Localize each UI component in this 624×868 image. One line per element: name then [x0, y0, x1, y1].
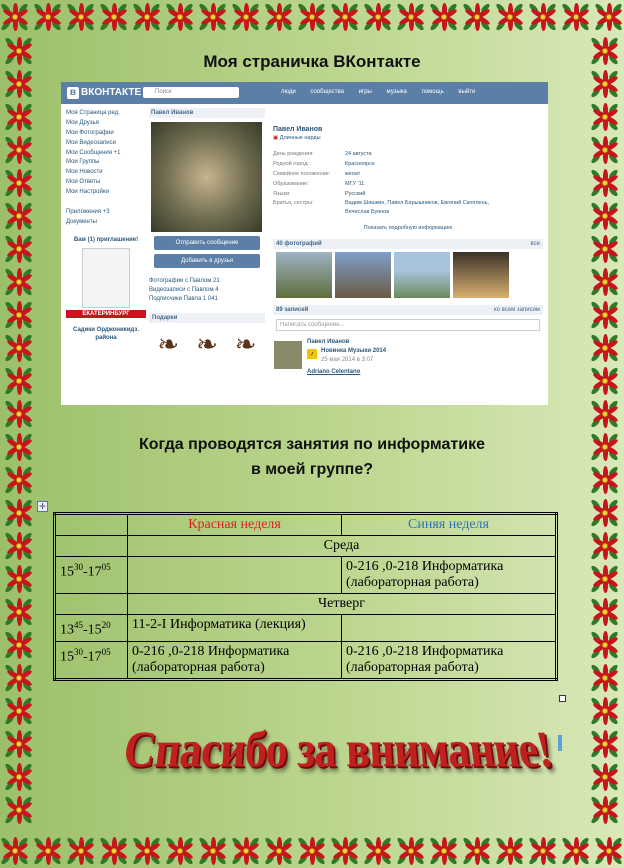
ribbon-gift-icon[interactable]: ❧ — [157, 329, 180, 359]
poinsettia-icon — [330, 836, 360, 866]
profile-name: Павел Иванов — [273, 126, 323, 133]
poinsettia-icon — [297, 2, 327, 32]
poinsettia-icon — [0, 2, 30, 32]
poinsettia-icon — [4, 597, 34, 627]
poinsettia-icon — [66, 2, 96, 32]
photo-thumbnails — [273, 249, 543, 301]
poinsettia-icon — [495, 2, 525, 32]
poinsettia-icon — [4, 267, 34, 297]
table-row — [55, 641, 557, 679]
photos-all-link[interactable]: все — [530, 241, 540, 247]
poinsettia-icon — [4, 498, 34, 528]
wall-all-link[interactable]: ко всем записям — [493, 307, 540, 313]
app-link[interactable] — [273, 135, 543, 141]
info-value[interactable]: Вадим Шишкин, Павел Барышников, Евгений Скоплень, Вячеслав Буянов — [345, 200, 490, 215]
blue-week-cell — [342, 615, 557, 642]
sidebar-item[interactable]: Мои Группы — [66, 159, 100, 166]
page-heading: Моя страничка ВКонтакте — [203, 52, 421, 71]
sidebar-item[interactable]: Мои Фотографии — [66, 129, 114, 136]
time-cell — [55, 641, 128, 679]
time-start: 13 — [60, 622, 74, 638]
photo-thumb[interactable] — [276, 252, 332, 298]
vk-screenshot — [61, 82, 548, 405]
table-row — [55, 615, 557, 642]
poinsettia-icon — [396, 2, 426, 32]
poinsettia-icon — [590, 762, 620, 792]
topnav-item[interactable]: музыка — [386, 89, 407, 95]
poinsettia-icon — [590, 663, 620, 693]
sidebar-item[interactable]: Мои Видеозаписи — [66, 139, 116, 146]
poinsettia-icon — [4, 795, 34, 825]
sidebar-item[interactable]: Мои Настройки — [66, 189, 109, 196]
poinsettia-icon — [528, 836, 558, 866]
poinsettia-icon — [4, 366, 34, 396]
red-week-cell: 0-216 ,0-218 Информатика (лабораторная работа) — [128, 641, 342, 679]
poinsettia-icon — [590, 168, 620, 198]
time-start-min: 30 — [74, 646, 83, 657]
info-value[interactable]: Красноярск — [345, 161, 375, 167]
poinsettia-icon — [198, 836, 228, 866]
poinsettia-icon — [4, 300, 34, 330]
question-line-1: Когда проводятся занятия по информатике — [139, 436, 485, 453]
poinsettia-icon — [4, 564, 34, 594]
profile-link[interactable]: Видеозаписи с Павлом 4 — [149, 287, 219, 293]
vk-topnav — [281, 89, 488, 95]
time-end-min: 05 — [101, 562, 111, 572]
vk-sidebar — [66, 109, 146, 342]
topnav-item[interactable]: помощь — [421, 89, 444, 95]
poinsettia-icon — [330, 2, 360, 32]
photo-thumb[interactable] — [335, 252, 391, 298]
sidebar-item[interactable]: Приложения +3 — [66, 208, 110, 215]
wall-post — [273, 337, 543, 377]
profile-links — [149, 278, 265, 305]
info-value[interactable]: 24 августа — [345, 151, 372, 157]
info-key: Образование: — [273, 181, 309, 187]
blue-week-cell: 0-216 ,0-218 Информатика (лабораторная работа) — [342, 557, 557, 594]
time-start-min: 45 — [74, 620, 83, 630]
sidebar-item[interactable]: Мои Сообщения +1 — [66, 149, 121, 156]
time-cell — [55, 615, 128, 642]
table-header-row — [55, 514, 557, 536]
poinsettia-icon — [33, 836, 63, 866]
sidebar-item[interactable]: Мои Друзья — [66, 119, 99, 126]
poinsettia-icon — [0, 836, 30, 866]
poinsettia-icon — [363, 836, 393, 866]
promo-text[interactable]: Вам (1) приглашение! — [73, 236, 139, 243]
header-empty-cell — [55, 514, 128, 536]
time-end: -15 — [83, 622, 102, 638]
info-key: Семейное положение: — [273, 171, 331, 177]
wall-post-input[interactable]: Написать сообщение... — [276, 319, 540, 331]
time-start: 15 — [60, 564, 74, 580]
poinsettia-icon — [590, 729, 620, 759]
poinsettia-icon — [132, 836, 162, 866]
schedule-table — [53, 512, 558, 681]
table-resize-handle[interactable] — [559, 695, 566, 702]
profile-photo[interactable] — [151, 122, 262, 232]
poinsettia-icon — [198, 2, 228, 32]
poinsettia-icon — [396, 836, 426, 866]
info-row — [273, 179, 543, 189]
time-start: 15 — [60, 649, 74, 665]
poinsettia-icon — [165, 836, 195, 866]
app-link-text: Длинные нарды — [279, 135, 321, 141]
topnav-item[interactable]: люди — [281, 89, 296, 95]
photos-header — [273, 239, 543, 249]
day-label: Среда — [128, 536, 557, 557]
sidebar-item[interactable]: Мои Новости — [66, 169, 103, 176]
poinsettia-icon — [590, 498, 620, 528]
poinsettia-icon — [297, 836, 327, 866]
poinsettia-icon — [4, 69, 34, 99]
poinsettia-icon — [561, 836, 591, 866]
vk-search-input[interactable]: Поиск — [143, 87, 239, 98]
sidebar-item[interactable]: Мои Ответы — [66, 179, 101, 186]
poinsettia-icon — [590, 696, 620, 726]
info-key: Языки: — [273, 191, 291, 197]
ribbon-gift-icon[interactable]: ❧ — [196, 329, 218, 359]
vk-profile-column — [149, 108, 265, 360]
poinsettia-icon — [264, 836, 294, 866]
show-more-link[interactable]: Показать подробную информацию — [363, 225, 453, 231]
post-title[interactable]: Новинка Музыки 2014 — [321, 348, 387, 354]
wall-header — [273, 305, 543, 315]
poinsettia-icon — [462, 2, 492, 32]
info-key: День рождения: — [273, 151, 314, 157]
poinsettia-icon — [462, 836, 492, 866]
sidebar-item[interactable]: Моя Страница ред. — [66, 110, 120, 116]
dice-icon: ▣ — [273, 135, 279, 141]
info-row — [273, 199, 543, 219]
poinsettia-icon — [590, 531, 620, 561]
closing-wordart: Спасибо за внимание! — [119, 721, 557, 779]
question-line-2: в моей группе? — [251, 461, 373, 478]
photo-thumb[interactable] — [453, 252, 509, 298]
vk-info-column — [273, 108, 543, 377]
gifts-header[interactable]: Подарки — [149, 313, 265, 323]
info-row — [273, 189, 543, 199]
vk-logo[interactable] — [67, 87, 141, 99]
day-label: Четверг — [128, 594, 557, 615]
poinsettia-icon — [590, 267, 620, 297]
poinsettia-icon — [4, 630, 34, 660]
poinsettia-icon — [4, 168, 34, 198]
day-spacer-cell — [55, 536, 128, 557]
time-end: -17 — [83, 649, 102, 665]
send-message-button[interactable]: Отправить сообщение — [154, 236, 260, 250]
poinsettia-icon — [429, 836, 459, 866]
profile-link[interactable]: Фотографии с Павлом 21 — [149, 278, 220, 284]
red-week-cell: 11-2-I Информатика (лекция) — [128, 615, 342, 642]
day-row — [55, 594, 557, 615]
photo-thumb[interactable] — [394, 252, 450, 298]
sidebar-item — [66, 198, 146, 208]
poinsettia-icon — [231, 2, 261, 32]
topnav-item[interactable]: сообщества — [310, 89, 344, 95]
poinsettia-icon — [590, 333, 620, 363]
poinsettia-icon — [590, 795, 620, 825]
promo-city: ЕКАТЕРИНБУРГ — [66, 310, 146, 318]
time-end-min: 05 — [101, 646, 111, 657]
poinsettia-icon — [4, 762, 34, 792]
poinsettia-icon — [4, 663, 34, 693]
add-friend-button[interactable]: Добавить в друзья — [154, 254, 260, 268]
poinsettia-icon — [594, 2, 624, 32]
day-row — [55, 536, 557, 557]
profile-link[interactable]: Подписчики Павла 1 041 — [149, 296, 218, 302]
info-key: Родной город: — [273, 161, 309, 167]
poinsettia-icon — [590, 300, 620, 330]
poinsettia-icon — [429, 2, 459, 32]
poinsettia-icon — [33, 2, 63, 32]
poinsettia-icon — [590, 102, 620, 132]
post-avatar[interactable] — [274, 341, 302, 369]
blue-week-cell: 0-216 ,0-218 Информатика (лабораторная работа) — [342, 641, 557, 679]
poinsettia-icon — [264, 2, 294, 32]
info-key: Братья, сестры: — [273, 200, 314, 206]
poinsettia-icon — [4, 531, 34, 561]
poinsettia-icon — [4, 102, 34, 132]
table-move-handle-icon[interactable]: ✛ — [37, 501, 48, 512]
poinsettia-icon — [590, 630, 620, 660]
info-value[interactable]: Русский — [345, 191, 366, 197]
poinsettia-icon — [590, 366, 620, 396]
poinsettia-icon — [4, 135, 34, 165]
poinsettia-icon — [528, 2, 558, 32]
poinsettia-icon — [590, 135, 620, 165]
time-end: -17 — [83, 564, 102, 580]
promo-image[interactable] — [82, 248, 130, 308]
time-start-min: 30 — [74, 562, 83, 572]
topnav-item[interactable]: игры — [358, 89, 372, 95]
poinsettia-icon — [4, 201, 34, 231]
poinsettia-icon — [4, 399, 34, 429]
poinsettia-icon — [4, 234, 34, 264]
profile-name-header: Павел Иванов — [149, 108, 265, 118]
vk-logo-text: ВКОНТАКТЕ — [81, 87, 142, 98]
topnav-item[interactable]: выйти — [458, 89, 476, 95]
poinsettia-icon — [590, 69, 620, 99]
vk-topbar — [61, 82, 548, 104]
wall-header-text[interactable]: 89 записей — [276, 307, 309, 313]
ribbon-gift-icon[interactable]: ❧ — [234, 329, 257, 359]
poinsettia-icon — [590, 234, 620, 264]
post-date[interactable]: 25 мая 2014 в 3:07 — [321, 357, 374, 363]
sidebar-item[interactable]: Документы — [66, 218, 97, 225]
day-spacer-cell — [55, 594, 128, 615]
poinsettia-icon — [590, 597, 620, 627]
gifts-row — [149, 323, 265, 360]
info-value[interactable]: женат — [345, 171, 361, 177]
poinsettia-icon — [165, 2, 195, 32]
time-cell — [55, 557, 128, 594]
poinsettia-icon — [594, 836, 624, 866]
poinsettia-icon — [590, 564, 620, 594]
poinsettia-icon — [132, 2, 162, 32]
poinsettia-icon — [4, 729, 34, 759]
poinsettia-icon — [590, 201, 620, 231]
poinsettia-icon — [363, 2, 393, 32]
blue-week-header: Синяя неделя — [342, 514, 557, 536]
red-week-cell — [128, 557, 342, 594]
poinsettia-icon — [561, 2, 591, 32]
info-row — [273, 159, 543, 169]
post-author[interactable]: Павел Иванов — [307, 339, 350, 345]
photos-header-text[interactable]: 40 фотографий — [276, 241, 322, 247]
poinsettia-icon — [4, 333, 34, 363]
poinsettia-icon — [495, 836, 525, 866]
post-link[interactable]: Adriano Celentano — [307, 369, 361, 375]
poinsettia-icon — [99, 836, 129, 866]
poinsettia-icon — [66, 836, 96, 866]
text-cursor — [558, 735, 562, 751]
red-week-header: Красная неделя — [128, 514, 342, 536]
poinsettia-icon — [231, 836, 261, 866]
promo2-text[interactable]: Садики Орджоникидз. района — [73, 326, 139, 341]
poinsettia-icon — [590, 399, 620, 429]
time-end-min: 20 — [101, 620, 111, 630]
music-note-icon: ♪ — [307, 349, 317, 359]
info-row — [273, 169, 543, 179]
vk-logo-icon: в — [67, 87, 79, 99]
info-row — [273, 149, 543, 159]
info-value[interactable]: МГУ '11 — [345, 181, 365, 187]
poinsettia-icon — [99, 2, 129, 32]
poinsettia-icon — [4, 696, 34, 726]
table-row — [55, 557, 557, 594]
